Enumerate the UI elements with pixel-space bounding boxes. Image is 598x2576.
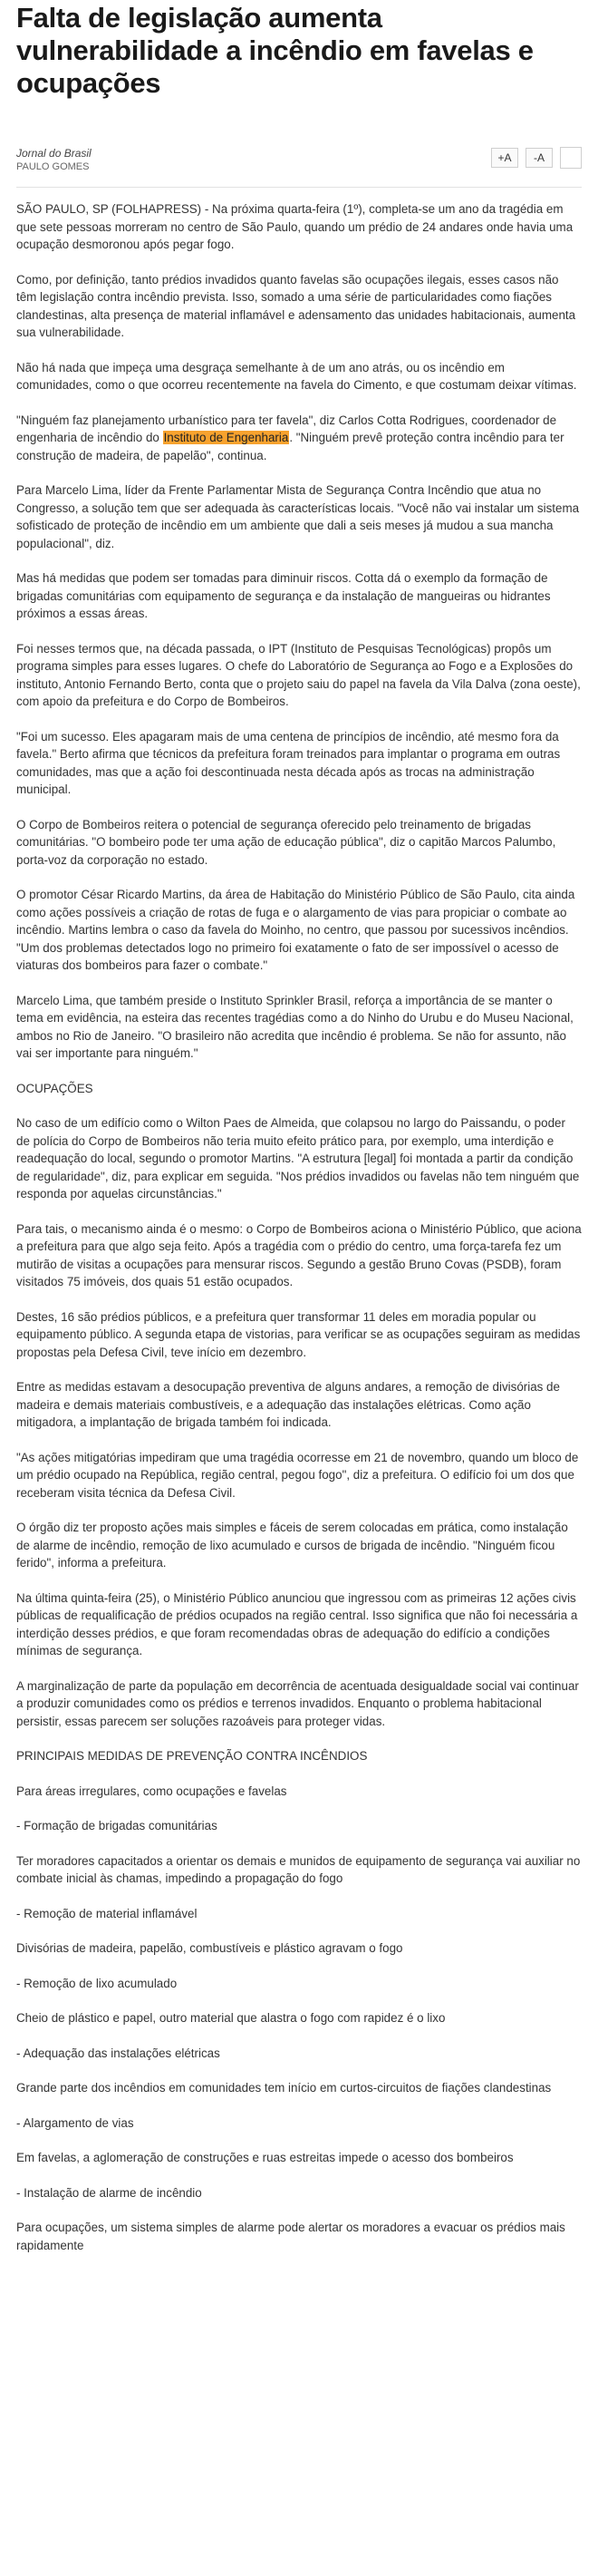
paragraph: "As ações mitigatórias impediram que uma tragédia ocorresse em 21 de novembro, quando um bloco de um prédio ocupado na República, região central, pegou fogo", diz a prefeitura. O edifício foi um dos que receberam visita técnica da Defesa Civil. bbox=[16, 1450, 579, 1500]
section-heading: OCUPAÇÕES bbox=[16, 1081, 93, 1095]
paragraph: A marginalização de parte da população em decorrência de acentuada desigualdade social vai continuar a produzir comunidades como os prédios e terrenos invadidos. Enquanto o problema habitacional persistir, essas parecem ser soluções razoáveis para proteger vidas. bbox=[16, 1678, 579, 1728]
article-meta bbox=[16, 147, 582, 187]
paragraph: Para Marcelo Lima, líder da Frente Parlamentar Mista de Segurança Contra Incêndio que atua no Congresso, a solução tem que ser adequada às características locais. "Você não vai instalar um sistema sofisticado de proteção de incêndio em um ambiente que dali a seis meses já mudou a sua mancha populacional", diz. bbox=[16, 483, 580, 550]
quote-text-before: "Ninguém faz planejamento urbanístico para ter favela", diz Carlos Cotta Rodrigues, coordenador de engenharia de incêndio do bbox=[16, 413, 557, 444]
headline: Falta de legislação aumenta vulnerabilidade a incêndio em favelas e ocupações bbox=[16, 2, 534, 99]
paragraph: Entre as medidas estavam a desocupação preventiva de alguns andares, a remoção de divisórias de madeira e demais materiais combustíveis, e a adequação das instalações elétricas. Como ação mitigadora, a implantação de brigada também foi indicada. bbox=[16, 1380, 560, 1429]
measure-item: - Remoção de lixo acumulado bbox=[16, 1976, 178, 1990]
measure-item: - Remoção de material inflamável bbox=[16, 1906, 198, 1920]
measure-item: - Instalação de alarme de incêndio bbox=[16, 2185, 202, 2200]
paragraph: O Corpo de Bombeiros reitera o potencial de segurança oferecido pelo treinamento de brigadas comunitárias. "O bombeiro pode ter uma ação de educação pública", diz o capitão Marcos Palumbo, porta-voz da corporação no estado. bbox=[16, 817, 556, 867]
font-decrease-button[interactable]: -A bbox=[526, 148, 553, 168]
font-tools bbox=[491, 147, 582, 169]
measure-item: Para áreas irregulares, como ocupações e favelas bbox=[16, 1784, 287, 1798]
paragraph: Como, por definição, tanto prédios invadidos quanto favelas são ocupações ilegais, esses casos não têm legislação contra incêndio prevista. Isso, somado a uma série de particularidades como fiações clandestinas, alta presença de material inflamável e adensamento das unidades habitacionais, aumenta sua vulnerabilidade. bbox=[16, 272, 576, 339]
paragraph: Destes, 16 são prédios públicos, e a prefeitura quer transformar 11 deles em moradia popular ou equipamento público. A segunda etapa de vistorias, para verificar se as ocupações seguiram as medidas propostas pela Defesa Civil, teve início em dezembro. bbox=[16, 1309, 581, 1359]
paragraph: Foi nesses termos que, na década passada, o IPT (Instituto de Pesquisas Tecnológicas) propôs um programa simples para esses lugares. O chefe do Laboratório de Segurança ao Fogo e a Explosões do instituto, Antonio Fernando Berto, conta que o projeto saiu do papel na favela da Vila Dalva (zona oeste), com apoio da prefeitura e do Corpo de Bombeiros. bbox=[16, 641, 581, 708]
measure-item: - Adequação das instalações elétricas bbox=[16, 2046, 220, 2060]
share-box[interactable] bbox=[560, 147, 582, 169]
measure-item: Divisórias de madeira, papelão, combustíveis e plástico agravam o fogo bbox=[16, 1941, 403, 1955]
author-name: PAULO GOMES bbox=[16, 161, 90, 172]
paragraph: SÃO PAULO, SP (FOLHAPRESS) - Na próxima quarta-feira (1º), completa-se um ano da tragédia em que sete pessoas morreram no centro de São Paulo, quando um prédio de 24 andares onde havia uma ocupação desmoronou após pegar fogo. bbox=[16, 202, 574, 251]
measure-item: - Formação de brigadas comunitárias bbox=[16, 1819, 217, 1832]
paragraph: "Foi um sucesso. Eles apagaram mais de uma centena de princípios de incêndio, até mesmo fora da favela." Berto afirma que técnicos da prefeitura foram treinados para implantar o programa em outras comunidades, mas que a ação foi descontinuada nesta década após as trocas na administração municipal. bbox=[16, 729, 561, 796]
paragraph: Não há nada que impeça uma desgraça semelhante à de um ano atrás, ou os incêndio em comunidades, como o que ocorreu recentemente na favela do Cimento, e que costumam deixar vítimas. bbox=[16, 360, 577, 392]
quote-text-after: . "Ninguém prevê proteção contra incêndio para ter construção de madeira, de papelão", continua. bbox=[16, 431, 564, 462]
measure-item: Em favelas, a aglomeração de construções e ruas estreitas impede o acesso dos bombeiros bbox=[16, 2151, 514, 2164]
font-increase-button[interactable]: +A bbox=[491, 148, 518, 168]
quote-paragraph bbox=[16, 412, 582, 465]
divider bbox=[16, 187, 582, 188]
paragraph: Mas há medidas que podem ser tomadas para diminuir riscos. Cotta dá o exemplo da formação de brigadas comunitárias com equipamento de segurança e da instalação de mangueiras ou hidrantes próximos a essas áreas. bbox=[16, 571, 551, 620]
paragraph: Na última quinta-feira (25), o Ministério Público anunciou que ingressou com as primeiras 12 ações civis públicas de requalificação de prédios ocupados na região central. Isso significa que não foi necessária a interdição desses prédios, e que foram recomendadas obras de adequação do edifício a condições mínimas de segurança. bbox=[16, 1590, 578, 1657]
paragraph: O órgão diz ter proposto ações mais simples e fáceis de serem colocadas em prática, como instalação de alarme de incêndio, remoção de lixo acumulado e cursos de brigada de incêndio. "Ninguém ficou ferido", informa a prefeitura. bbox=[16, 1521, 568, 1570]
paragraph: O promotor César Ricardo Martins, da área de Habitação do Ministério Público de São Paulo, cita ainda como ações possíveis a criação de rotas de fuga e o alargamento de vias para propiciar o combate ao incêndio. Martins lembra o caso da favela do Moinho, no centro, que passou por sucessivos incêndios. "Um dos problemas detectados logo no primeiro foi exatamente o fato de ser impossível o acesso de viaturas dos bombeiros para fazer o combate." bbox=[16, 888, 575, 972]
paragraph: Para tais, o mecanismo ainda é o mesmo: o Corpo de Bombeiros aciona o Ministério Público, que aciona a prefeitura para que algo seja feito. Após a tragédia com o prédio do centro, uma força-tarefa fez um mutirão de visitas a ocupações para mensurar riscos. Segundo a gestão Bruno Covas (PSDB), foram visitados 75 imóveis, dos quais 51 estão ocupados. bbox=[16, 1221, 582, 1288]
section-heading: PRINCIPAIS MEDIDAS DE PREVENÇÃO CONTRA INCÊNDIOS bbox=[16, 1749, 368, 1763]
paragraph: Marcelo Lima, que também preside o Instituto Sprinkler Brasil, reforça a importância de se manter o tema em evidência, na esteira das recentes tragédias como a do Ninho do Urubu e do Museu Nacional, ambos no Rio de Janeiro. "O brasileiro não acredita que incêndio é problema. Se não for assunto, não vai ser importante para ninguém." bbox=[16, 993, 574, 1060]
paragraph: No caso de um edifício como o Wilton Paes de Almeida, que colapsou no largo do Paissandu, o poder de polícia do Corpo de Bombeiros não teria muito efeito prático para, por exemplo, uma interdição e readequação do local, segundo o promotor Martins. "A estrutura [legal] foi montada a partir da condição de regularidade", diz, para explicar em seguida. "Nos prédios invadidos ou favelas não tem ninguém que responda por aquelas circunstâncias." bbox=[16, 1116, 580, 1201]
highlighted-link[interactable]: Instituto de Engenharia bbox=[163, 431, 289, 444]
measure-item: Cheio de plástico e papel, outro material que alastra o fogo com rapidez é o lixo bbox=[16, 2011, 446, 2025]
article-body bbox=[16, 200, 582, 2254]
source-name: Jornal do Brasil bbox=[16, 147, 92, 160]
measure-item: - Alargamento de vias bbox=[16, 2115, 134, 2130]
measure-item: Grande parte dos incêndios em comunidades tem início em curtos-circuitos de fiações clandestinas bbox=[16, 2081, 552, 2095]
measure-item: Ter moradores capacitados a orientar os demais e munidos de equipamento de segurança vai auxiliar no combate inicial às chamas, impedindo a propagação do fogo bbox=[16, 1853, 581, 1885]
measure-item: Para ocupações, um sistema simples de alarme pode alertar os moradores a evacuar os prédios mais rapidamente bbox=[16, 2221, 565, 2252]
